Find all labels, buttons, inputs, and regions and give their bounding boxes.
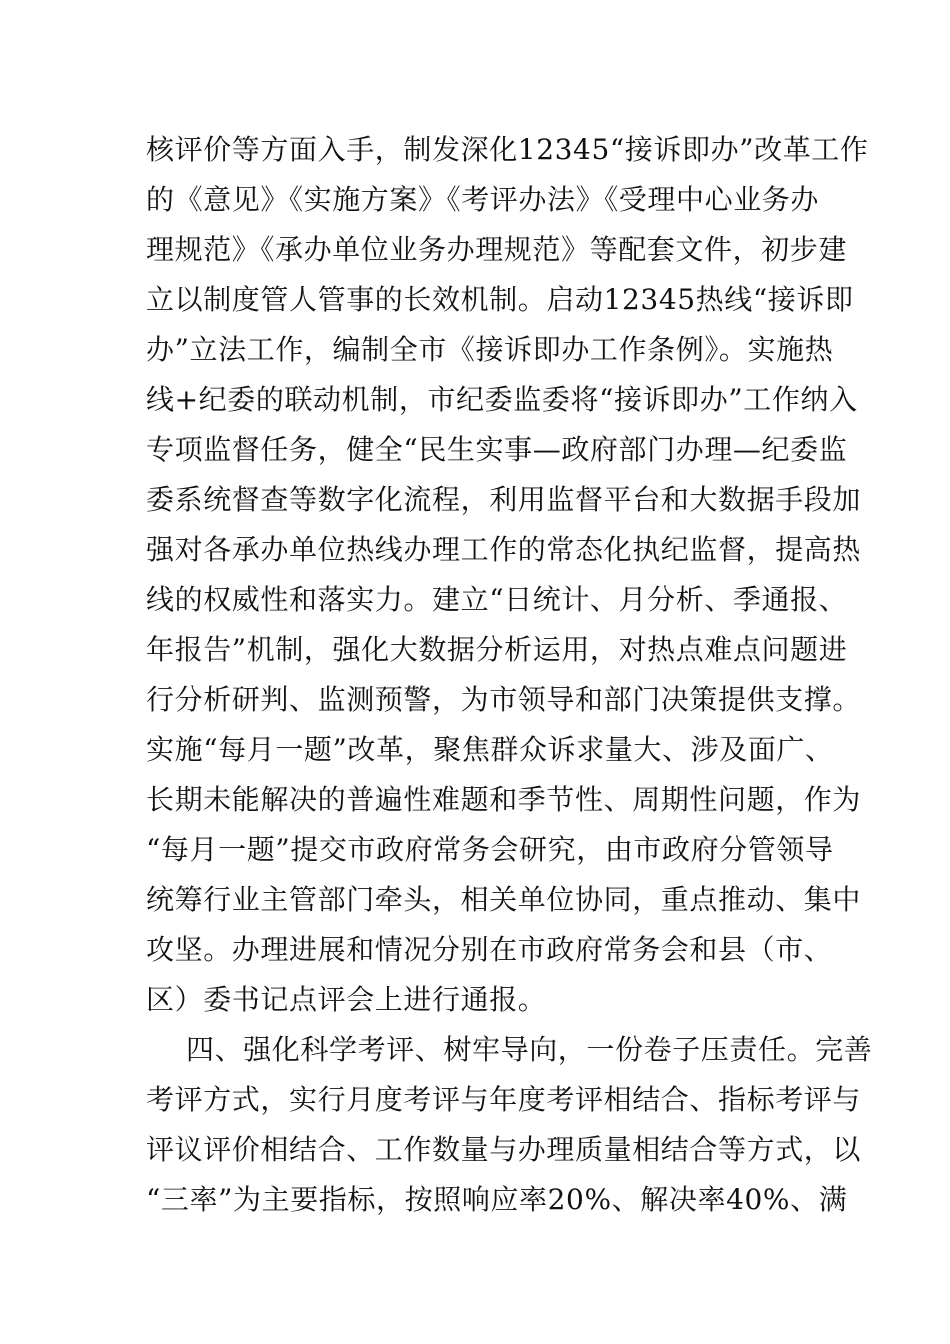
text-line: 攻坚。办理进展和情况分别在市政府常务会和县（市、 <box>146 933 833 966</box>
text-line: 行分析研判、监测预警，为市领导和部门决策提供支撑。 <box>146 683 862 716</box>
text-line: 的《意见》《实施方案》《考评办法》《受理中心业务办 <box>146 183 820 216</box>
text-line: 长期未能解决的普遍性难题和季节性、周期性问题，作为 <box>146 783 862 816</box>
text-line: 线的权威性和落实力。建立“日统计、月分析、季通报、 <box>146 583 848 616</box>
text-line: 专项监督任务，健全“民生实事—政府部门办理—纪委监 <box>146 433 848 466</box>
text-line: “三率”为主要指标，按照响应率20%、解决率40%、满 <box>146 1183 848 1216</box>
text-line: 线+纪委的联动机制，市纪委监委将“接诉即办”工作纳入 <box>146 383 858 416</box>
text-line: 强对各承办单位热线办理工作的常态化执纪监督，提高热 <box>146 533 862 566</box>
text-line: 委系统督查等数字化流程，利用监督平台和大数据手段加 <box>146 483 862 516</box>
text-line: 立以制度管人管事的长效机制。启动12345热线“接诉即 <box>146 283 854 316</box>
text-line: 区）委书记点评会上进行通报。 <box>146 983 547 1016</box>
text-line: 实施“每月一题”改革，聚焦群众诉求量大、涉及面广、 <box>146 733 834 766</box>
text-line: 年报告”机制，强化大数据分析运用，对热点难点问题进 <box>146 633 848 666</box>
text-line: 办”立法工作，编制全市《接诉即办工作条例》。实施热 <box>146 333 834 366</box>
text-line: “每月一题”提交市政府常务会研究，由市政府分管领导 <box>146 833 834 866</box>
paragraph-heading-line: 四、强化科学考评、树牢导向，一份卷子压责任。完善 <box>186 1033 873 1066</box>
text-line: 考评方式，实行月度考评与年度考评相结合、指标考评与 <box>146 1083 862 1116</box>
text-line: 核评价等方面入手，制发深化12345“接诉即办”改革工作 <box>146 133 869 166</box>
text-line: 评议评价相结合、工作数量与办理质量相结合等方式，以 <box>146 1133 862 1166</box>
text-line: 统筹行业主管部门牵头，相关单位协同，重点推动、集中 <box>146 883 862 916</box>
text-line: 理规范》《承办单位业务办理规范》等配套文件，初步建 <box>146 233 848 266</box>
